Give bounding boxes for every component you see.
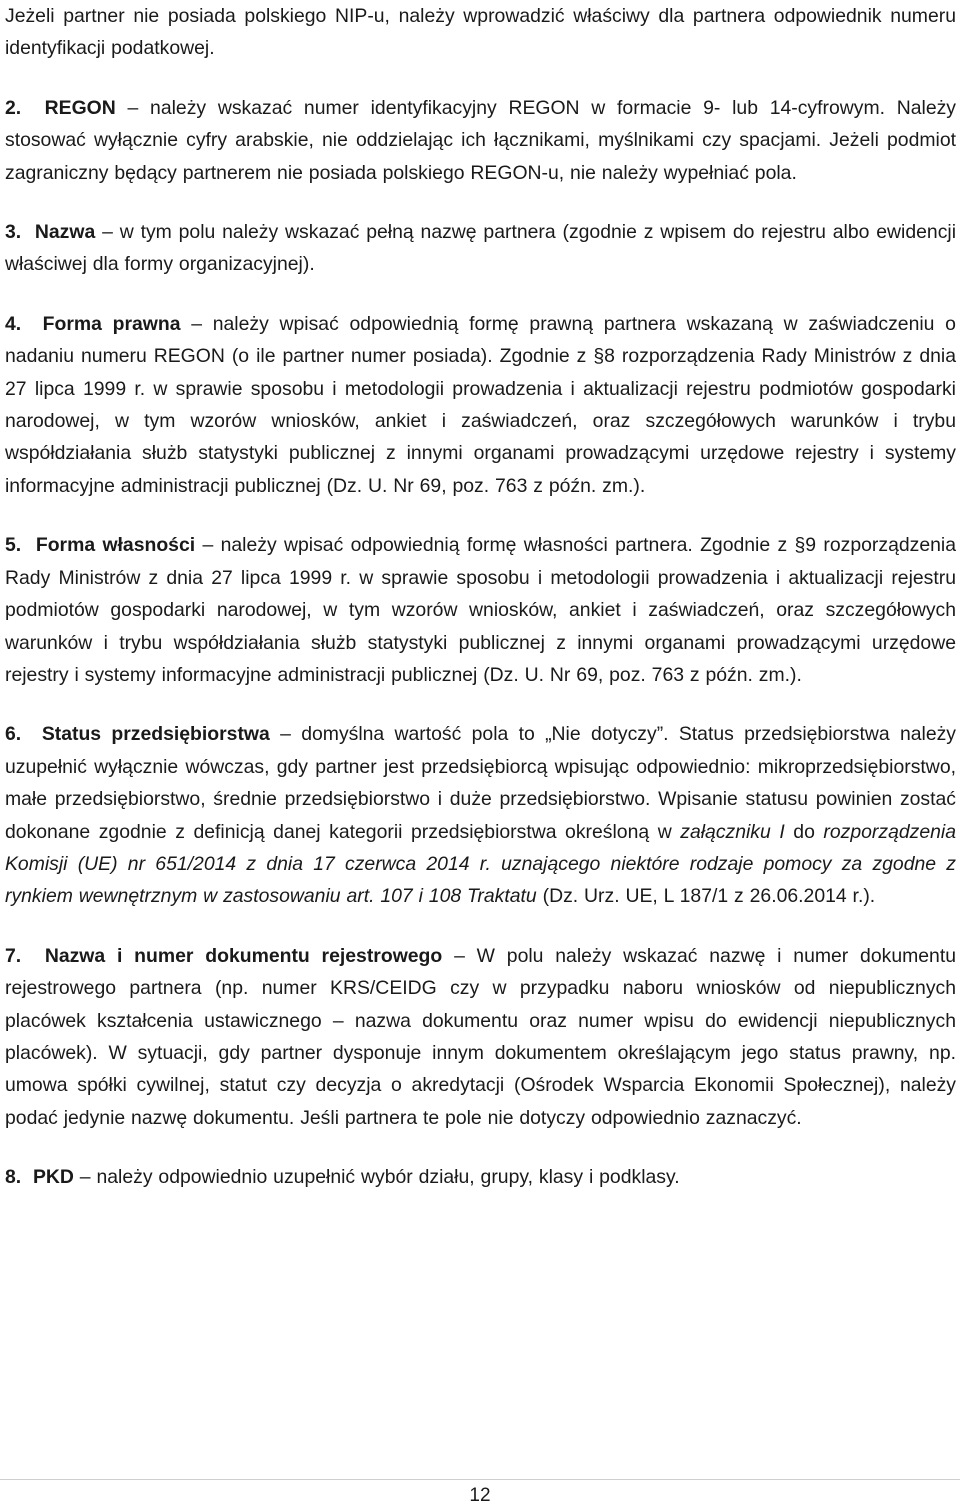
section-number: 4.: [5, 312, 22, 335]
section-number: 5.: [5, 534, 22, 557]
section-italic-text: rozporządzenia Komisji (UE) nr 651/2014 z dnia 17 czerwca 2014 r. uznającego niektóre rodzaje pomocy za zgodne z rynkiem wewnętrznym w zastosowaniu art. 107 i 108 Traktatu: [5, 820, 957, 908]
section-number: 7.: [5, 944, 22, 967]
section-dokument-rejestrowy: [5, 940, 956, 1134]
section-text: należy wpisać odpowiednią formę prawną partnera wskazaną w zaświadczeniu o nadaniu numeru REGON (o ile partner numer posiada). Zgodnie z §8 rozporządzenia Rady Ministrów z dnia 27 lipca 1999 r. w sprawie sposobu i metodologii prowadzenia i aktualizacji rejestru podmiotów gospodarki narodowej, w tym wzorów wniosków, ankiet i zaświadczeń, oraz szczegółowych warunków i trybu współdziałania służb statystyki publicznej z innymi organami prowadzącymi urzędowe rejestry i systemy informacyjne administracji publicznej (Dz. U. Nr 69, poz. 763 z późn. zm.).: [5, 312, 956, 497]
section-number: 6.: [5, 723, 22, 746]
page-number: 12: [469, 1485, 491, 1506]
section-text: domyślna wartość pola to „Nie dotyczy”. Status przedsiębiorstwa należy uzupełnić wyłącznie wówczas, gdy partner jest przedsiębiorcą wpisując odpowiednio: mikroprzedsiębiorstwo, małe przedsiębiorstwo, średnie przedsiębiorstwo i duże przedsiębiorstwo. Wpisanie statusu powinien zostać dokonane zgodnie z definicją danej kategorii przedsiębiorstwa określoną w: [5, 723, 957, 843]
section-text: (Dz. Urz. UE, L 187/1 z 26.06.2014 r.).: [536, 885, 876, 908]
section-pkd: [5, 1161, 956, 1193]
section-text: należy odpowiednio uzupełnić wybór działu, grupy, klasy i podklasy.: [96, 1166, 680, 1189]
footer-divider: [0, 1479, 960, 1480]
section-term: Nazwa i numer dokumentu rejestrowego: [44, 944, 443, 967]
section-text: należy wpisać odpowiednią formę własności partnera. Zgodnie z §9 rozporządzenia Rady Ministrów z dnia 27 lipca 1999 r. w sprawie sposobu i metodologii prowadzenia i aktualizacji rejestru podmiotów gospodarki narodowej, w tym wzorów wniosków, ankiet i zaświadczeń, oraz szczegółowych warunków i trybu współdziałania służb statystyki publicznej z innymi organami prowadzącymi urzędowe rejestry i systemy informacyjne administracji publicznej (Dz. U. Nr 69, poz. 763 z późn. zm.).: [5, 534, 956, 686]
section-dash: –: [115, 96, 151, 119]
section-dash: –: [73, 1166, 97, 1189]
section-term: Forma własności: [35, 534, 196, 557]
section-text: do: [784, 820, 824, 843]
section-text: należy wskazać numer identyfikacyjny REGON w formacie 9- lub 14-cyfrowym. Należy stosować wyłącznie cyfry arabskie, nie oddzielając ich łącznikami, myślnikami czy spacjami. Jeżeli podmiot zagraniczny będący partnerem nie posiada polskiego REGON-u, nie należy wypełniać pola.: [5, 96, 957, 184]
section-term: REGON: [44, 96, 116, 119]
section-dash: –: [269, 723, 302, 746]
section-regon: [5, 92, 956, 189]
section-text: W polu należy wskazać nazwę i numer dokumentu rejestrowego partnera (np. numer KRS/CEIDG czy w przypadku naboru wniosków od niepublicznych placówek kształcenia ustawicznego – nazwa dokumentu oraz numer wpisu do ewidencji niepublicznych placówek). W sytuacji, gdy partner dysponuje innym dokumentem określającym jego status prawny, np. umowa spółki cywilnej, statut czy decyzja o akredytacji (Ośrodek Wsparcia Ekonomii Społecznej), należy podać jedynie nazwę dokumentu. Jeśli partnera te pole nie dotyczy odpowiednio zaznaczyć.: [5, 944, 957, 1129]
section-term: Nazwa: [34, 221, 96, 244]
section-dash: –: [195, 534, 221, 557]
section-term: Status przedsiębiorstwa: [41, 723, 270, 746]
intro-paragraph: [5, 0, 956, 65]
section-status-przedsiebiorstwa: [5, 718, 956, 912]
section-number: 3.: [5, 221, 22, 244]
section-nazwa: [5, 216, 956, 281]
section-term: PKD: [32, 1166, 74, 1189]
section-forma-prawna: [5, 308, 956, 502]
section-forma-wlasnosci: [5, 529, 956, 691]
document-page: [5, 0, 956, 1194]
section-dash: –: [442, 944, 477, 967]
intro-text: Jeżeli partner nie posiada polskiego NIP-u, należy wprowadzić właściwy dla partnera odpowiednik numeru identyfikacji podatkowej.: [5, 5, 956, 60]
section-dash: –: [180, 312, 213, 335]
section-italic-text: załączniku I: [680, 820, 785, 843]
section-number: 2.: [5, 96, 22, 119]
section-term: Forma prawna: [42, 312, 181, 335]
section-dash: –: [95, 221, 120, 244]
section-text: w tym polu należy wskazać pełną nazwę partnera (zgodnie z wpisem do rejestru albo ewidencji właściwej dla formy organizacyjnej).: [5, 221, 957, 276]
section-number: 8.: [5, 1166, 22, 1189]
